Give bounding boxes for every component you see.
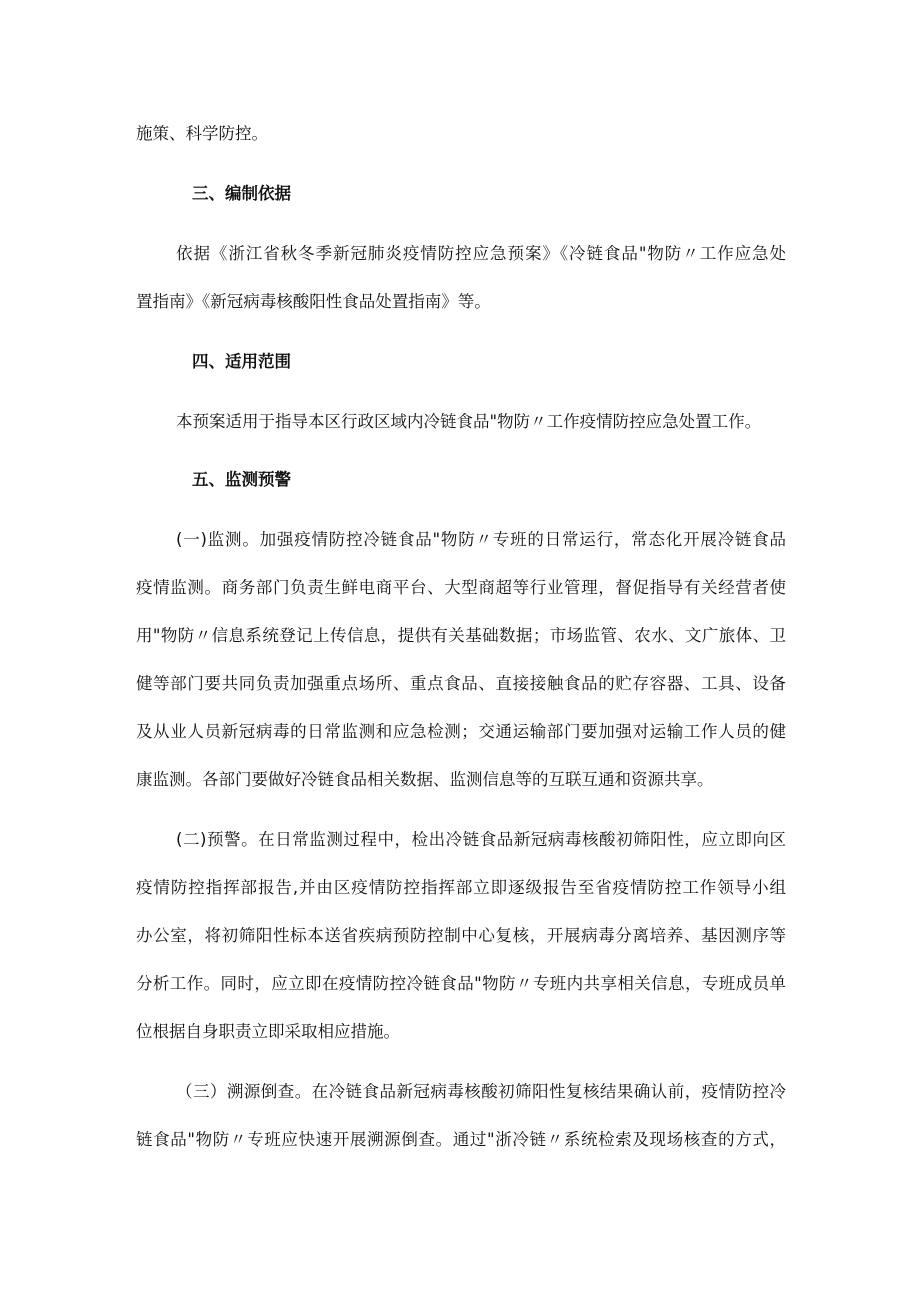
paragraph-line: 康监测。各部门要做好冷链食品相关数据、监测信息等的互联互通和资源共享。 [136,770,714,789]
paragraph-line: 施策、科学防控。 [136,124,268,143]
paragraph-line: (二)预警。在日常监测过程中，检出冷链食品新冠病毒核酸初筛阳性，应立即向区 [176,830,786,849]
paragraph-line: 及从业人员新冠病毒的日常监测和应急检测；交通运输部门要加强对运输工作人员的健 [136,722,786,741]
section-heading-scope: 四、适用范围 [192,352,291,371]
paragraph-line: 分析工作。同时，应立即在疫情防控冷链食品"物防〃专班内共享相关信息，专班成员单 [136,974,786,993]
paragraph-line: 健等部门要共同负责加强重点场所、重点食品、直接接触食品的贮存容器、工具、设备 [136,674,786,693]
paragraph-line: 依据《浙江省秋冬季新冠肺炎疫情防控应急预案》《冷链食品"物防〃工作应急处 [176,244,786,263]
paragraph-line: 疫情防控指挥部报告,并由区疫情防控指挥部立即逐级报告至省疫情防控工作领导小组 [136,878,786,897]
paragraph-line: 置指南》《新冠病毒核酸阳性食品处置指南》等。 [136,292,491,311]
paragraph-line: 链食品"物防〃专班应快速开展溯源倒查。通过"浙冷链〃系统检索及现场核查的方式， [136,1130,786,1149]
paragraph-line: （三）溯源倒查。在冷链食品新冠病毒核酸初筛阳性复核结果确认前，疫情防控冷 [176,1082,786,1101]
paragraph-line: 疫情监测。商务部门负责生鲜电商平台、大型商超等行业管理，督促指导有关经营者使 [136,578,786,597]
paragraph-line: 位根据自身职责立即采取相应措施。 [136,1022,400,1041]
paragraph-line: 本预案适用于指导本区行政区域内冷链食品"物防〃工作疫情防控应急处置工作。 [176,412,762,431]
paragraph-line: 用"物防〃信息系统登记上传信息，提供有关基础数据；市场监管、农水、文广旅体、卫 [136,626,786,645]
paragraph-line: 办公室，将初筛阳性标本送省疾病预防控制中心复核，开展病毒分离培养、基因测序等 [136,926,786,945]
section-heading-basis: 三、编制依据 [192,184,291,203]
paragraph-line: (一)监测。加强疫情防控冷链食品"物防〃专班的日常运行，常态化开展冷链食品 [176,530,786,549]
section-heading-monitoring: 五、监测预警 [192,470,291,489]
